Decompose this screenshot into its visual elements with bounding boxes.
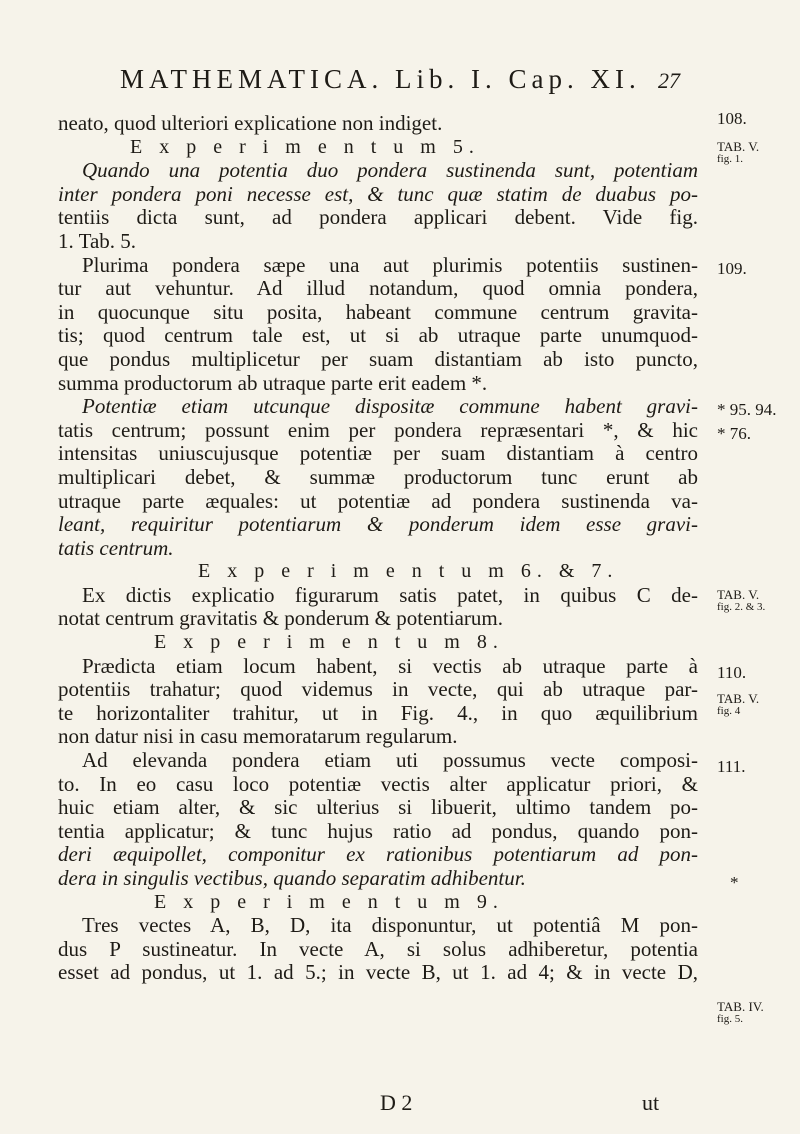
margin-note <box>717 1000 787 1026</box>
text-line: tatis centrum; possunt enim per pondera repræsentari *, & hic <box>58 417 698 442</box>
section-heading: E x p e r i m e n t u m 8. <box>154 631 504 654</box>
text-line: multiplicari debet, & summæ productorum tunc erunt ab <box>58 464 698 489</box>
text-line: Ex dictis explicatio figurarum satis patet, in quibus C de- <box>82 582 698 607</box>
margin-note-text: 109. <box>717 259 747 278</box>
text-line: Quando una potentia duo pondera sustinenda sunt, potentiam <box>82 158 698 183</box>
catchword: ut <box>642 1090 660 1115</box>
text-line: tur aut vehuntur. Ad illud notandum, quod omnia pondera, <box>58 276 698 301</box>
margin-note-sub: fig. 1. <box>717 153 743 165</box>
margin-note <box>717 663 787 682</box>
margin-note-text: * 76. <box>717 424 751 443</box>
section-heading: E x p e r i m e n t u m 5. <box>130 135 480 158</box>
running-header <box>120 64 680 95</box>
main-text <box>58 112 698 985</box>
text-line: tis; quod centrum tale est, ut si ab utraque parte unumquod- <box>58 323 698 348</box>
text-line: in quocunque situ posita, habeant commune centrum gravita- <box>58 299 698 324</box>
margin-note-sub: fig. 2. & 3. <box>717 601 766 613</box>
text-line: 1. Tab. 5. <box>58 228 137 253</box>
text-line: Prædicta etiam locum habent, si vectis ab utraque parte à <box>82 653 698 678</box>
text-line: non datur nisi in casu memoratarum regularum. <box>58 724 458 749</box>
margin-note <box>717 757 787 776</box>
text-line: notat centrum gravitatis & ponderum & potentiarum. <box>58 606 503 631</box>
text-line: esset ad pondus, ut 1. ad 5.; in vecte B, ut 1. ad 4; & in vecte D, <box>58 960 698 985</box>
text-line: summa productorum ab utraque parte erit eadem *. <box>58 370 488 395</box>
margin-note <box>717 109 787 128</box>
margin-note-sub: fig. 4 <box>717 705 741 717</box>
text-line: leant, requiritur potentiarum & ponderum idem esse gravi- <box>58 512 698 537</box>
text-line: utraque parte æquales: ut potentiæ ad pondera sustinenda va- <box>58 488 698 513</box>
text-line: intensitas uniuscujusque potentiæ per suam distantiam à centro <box>58 441 698 466</box>
margin-note <box>717 692 787 718</box>
margin-note-text: TAB. V. <box>717 139 760 154</box>
margin-note-text: TAB. IV. <box>717 999 764 1014</box>
text-line: inter pondera poni necesse est, & tunc quæ statim de duabus po- <box>58 181 698 206</box>
text-line: Tres vectes A, B, D, ita disponuntur, ut potentiâ M pon- <box>82 913 698 938</box>
page-number: 27 <box>658 68 680 93</box>
text-line: neato, quod ulteriori explicatione non indiget. <box>58 111 443 135</box>
margin-note <box>717 259 787 278</box>
signature-mark: D 2 <box>380 1090 413 1115</box>
text-line: Plurima pondera sæpe una aut plurimis potentiis sustinen- <box>82 252 698 277</box>
text-line: dera in singulis vectibus, quando separatim adhibentur. <box>58 866 526 890</box>
text-line: Ad elevanda pondera etiam uti possumus vecte composi- <box>82 748 698 773</box>
margin-note-text: 111. <box>717 757 746 776</box>
margin-note-sub: fig. 5. <box>717 1013 743 1025</box>
margin-note <box>730 873 800 892</box>
section-heading: E x p e r i m e n t u m 6. & 7. <box>198 560 619 583</box>
margin-note <box>717 588 787 614</box>
section-heading: E x p e r i m e n t u m 9. <box>154 890 504 913</box>
text-line: que pondus multiplicetur per suam distantiam ab isto puncto, <box>58 346 698 371</box>
header-title: MATHEMATICA. Lib. I. Cap. XI. <box>120 64 641 94</box>
text-line: Potentiæ etiam utcunque dispositæ commune habent gravi- <box>82 394 698 419</box>
margin-note-text: 108. <box>717 109 747 128</box>
margin-note <box>717 424 787 443</box>
text-line: tentiis dicta sunt, ad pondera applicari debent. Vide fig. <box>58 205 698 230</box>
text-line: potentiis trahatur; quod videmus in vecte, qui ab utraque par- <box>58 677 698 702</box>
text-line: huic etiam alter, & sic ulterius si libuerit, ultimo tandem po- <box>58 795 698 820</box>
text-line: te horizontaliter trahitur, ut in Fig. 4., in quo æquilibrium <box>58 700 698 725</box>
margin-note <box>717 400 787 419</box>
text-line: dus P sustineatur. In vecte A, si solus adhiberetur, potentia <box>58 936 698 961</box>
text-line: to. In eo casu loco potentiæ vectis alter applicatur priori, & <box>58 771 698 796</box>
text-line: deri æquipollet, componitur ex rationibus potentiarum ad pon- <box>58 842 698 867</box>
text-line: tentia applicatur; & tunc hujus ratio ad pondus, quando pon- <box>58 818 698 843</box>
text-line: tatis centrum. <box>58 535 174 560</box>
margin-note-text: * <box>730 873 739 892</box>
margin-note-text: TAB. V. <box>717 587 760 602</box>
margin-note-text: 110. <box>717 663 747 682</box>
margin-note-text: TAB. V. <box>717 691 760 706</box>
margin-note-text: * 95. 94. <box>717 400 777 419</box>
margin-note <box>717 140 787 166</box>
